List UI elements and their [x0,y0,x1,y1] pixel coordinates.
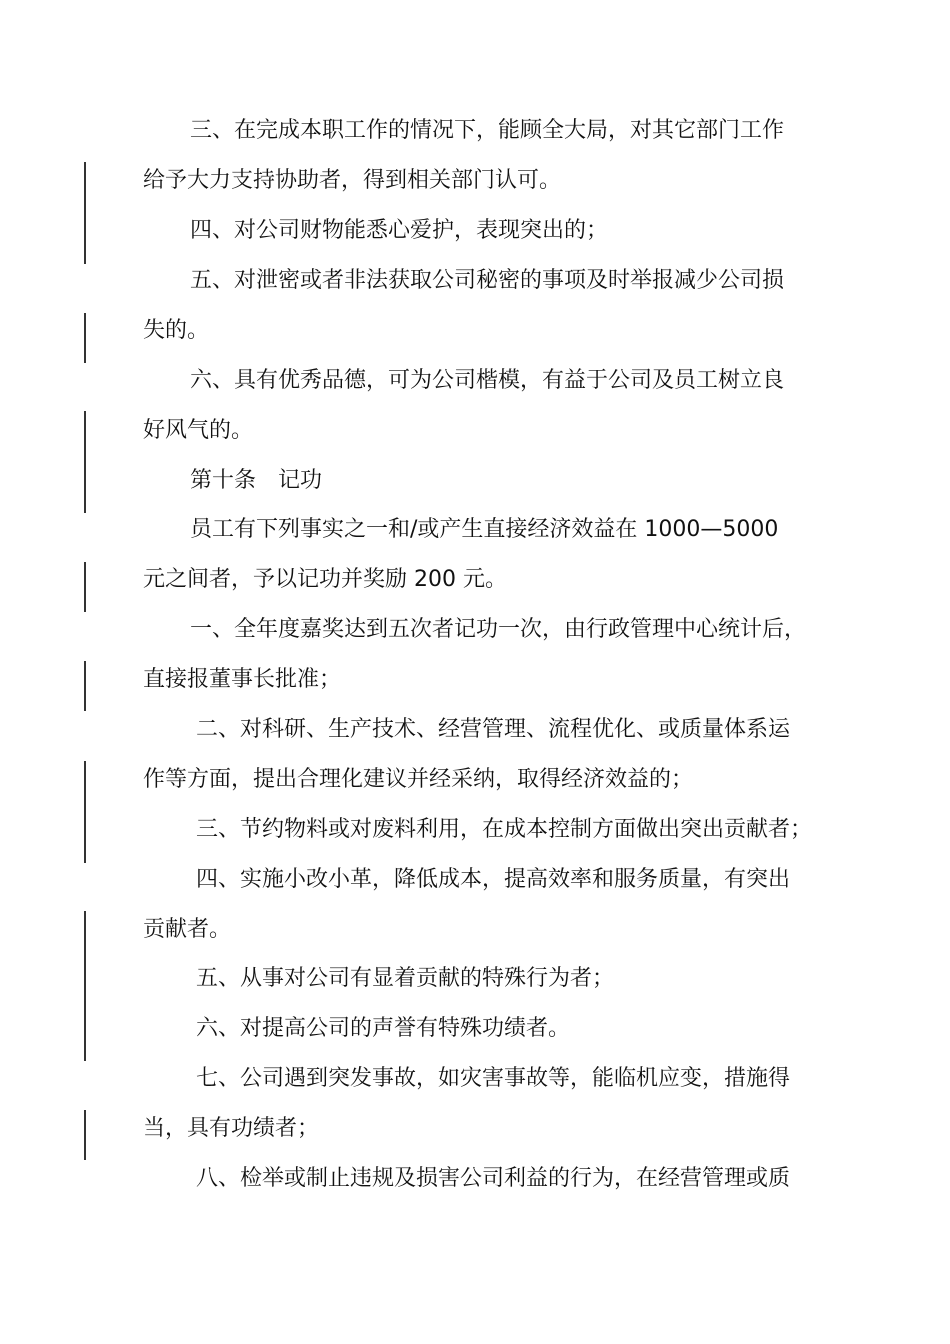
paragraph-line: 员工有下列事实之一和/或产生直接经济效益在 1000—5000 [190,517,779,542]
article-number: 第十条 [190,468,257,493]
margin-change-bar [84,911,86,1061]
article-heading [190,456,813,506]
paragraph-line: 三、在完成本职工作的情况下，能顾全大局，对其它部门工作 [190,118,785,143]
paragraph-line: 六、对提高公司的声誉有特殊功绩者。 [196,1016,571,1041]
paragraph-line: 五、从事对公司有显着贡献的特殊行为者； [196,966,615,991]
margin-change-bar [84,411,86,513]
paragraph-line: 作等方面，提出合理化建议并经采纳，取得经济效益的； [143,767,694,792]
paragraph-line: 七、公司遇到突发事故，如灾害事故等，能临机应变，措施得 [196,1066,791,1091]
article-title: 记功 [278,468,323,493]
paragraph-line: 元之间者，予以记功并奖励 200 元。 [143,567,507,592]
paragraph-line: 六、具有优秀品德，可为公司楷模，有益于公司及员工树立良 [190,368,785,393]
margin-change-bar [84,661,86,711]
paragraph-line: 当，具有功绩者； [143,1116,320,1141]
paragraph-line: 失的。 [143,318,210,343]
paragraph-line: 一、全年度嘉奖达到五次者记功一次，由行政管理中心统计后， [190,617,807,642]
paragraph-line: 四、对公司财物能悉心爱护，表现突出的； [190,218,609,243]
paragraph-line: 给予大力支持协助者，得到相关部门认可。 [143,168,562,193]
margin-change-bar [84,1110,86,1160]
paragraph-line: 贡献者。 [143,917,232,942]
margin-change-bar [84,562,86,612]
paragraph-line: 八、检举或制止违规及损害公司利益的行为，在经营管理或质 [196,1166,791,1191]
paragraph-line: 好风气的。 [143,418,254,443]
paragraph-line: 二、对科研、生产技术、经营管理、流程优化、或质量体系运 [196,717,791,742]
paragraph-line: 三、节约物料或对废料利用，在成本控制方面做出突出贡献者； [196,817,813,842]
margin-change-bar [84,761,86,863]
margin-change-bar [84,313,86,363]
paragraph-line: 四、实施小改小革，降低成本，提高效率和服务质量，有突出 [196,867,791,892]
margin-change-bar [84,162,86,264]
paragraph-line: 五、对泄密或者非法获取公司秘密的事项及时举报减少公司损 [190,268,785,293]
paragraph-line: 直接报董事长批准； [143,667,342,692]
